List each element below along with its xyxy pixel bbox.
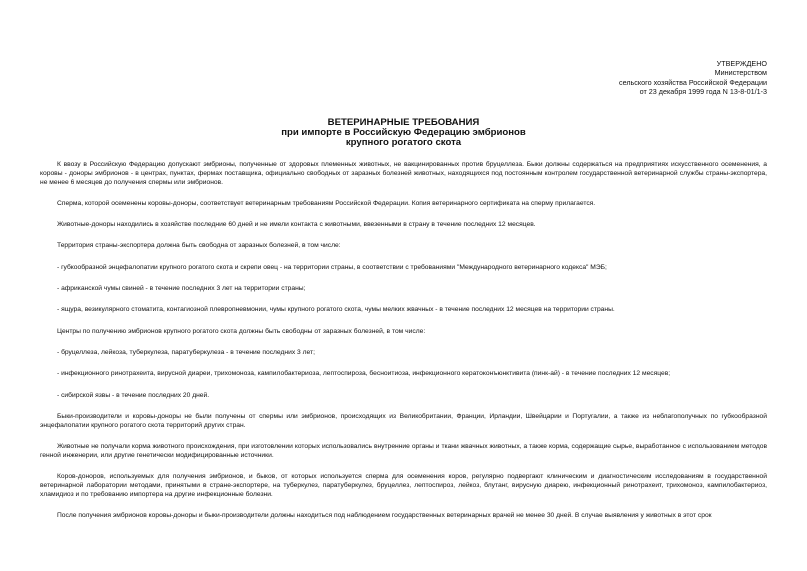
title-main: ВЕТЕРИНАРНЫЕ ТРЕБОВАНИЯ bbox=[327, 117, 480, 128]
paragraph: К ввозу в Российскую Федерацию допускают эмбрионы, полученные от здоровых племенных животных, не вакцинированных против бруцеллеза. Быки должны содержаться на предприятиях искусственного осеменения, а коровы - доноры эмбрионов - в центрах, пунктах, фермах поставщика, официально свободных от заразных болезней животных, находящихся под постоянным контролем государственной ветеринарной службы страны-экспортера, не менее 6 месяцев до получения спермы или эмбрионов. bbox=[40, 161, 767, 186]
paragraph: Быки-производители и коровы-доноры не были получены от спермы или эмбрионов, происходящих из Великобритании, Франции, Ирландии, Швейцарии и Португалии, а также из неблагополучных по губкообразной энцефалопатии крупного рогатого скота территорий других стран. bbox=[40, 412, 767, 429]
paragraph: Центры по получению эмбрионов крупного рогатого скота должны быть свободны от заразных болезней, в том числе: bbox=[57, 327, 426, 335]
paragraph: Животные не получали корма животного происхождения, при изготовлении которых использовались внутренние органы и ткани жвачных животных, а также корма, содержащие сырье, выработанное с использованием методов генной инженерии, или другие генетически модифицированные источники. bbox=[40, 442, 767, 459]
paragraph: Коров-доноров, используемых для получения эмбрионов, и быков, от которых используется сперма для осеменения коров, регулярно подвергают клиническим и диагностическим исследованиям в государственной ветеринарной лаборатории методами, принятыми в стране-экспортере, на туберкулез, паратуберкулез, бруцеллез, лептоспироз, лейкоз, блутанг, вирусную диарею, инфекционный ринотрахеит, трихомоноз, кампилобактериоз, хламидиоз и по требованию импортера на другие инфекционные болезни. bbox=[40, 473, 767, 498]
list-item: - бруцеллеза, лейкоза, туберкулеза, паратуберкулеза - в течение последних 3 лет; bbox=[57, 348, 315, 356]
paragraph: Территория страны-экспортера должна быть свободна от заразных болезней, в том числе: bbox=[57, 242, 341, 250]
paragraph: После получения эмбрионов коровы-доноры и быки-производители должны находиться под наблюдением государственных ветеринарных врачей не менее 30 дней. В случае выявления у животных в этот срок bbox=[57, 511, 712, 519]
approval-ministry: Министерством bbox=[714, 68, 767, 78]
title-subtitle: при импорте в Российскую Федерацию эмбрионов bbox=[281, 127, 526, 138]
list-item: - губкообразной энцефалопатии крупного рогатого скота и скрепи овец - на территории страны, в соответствии с требованиями "Международного ветеринарного кодекса" МЭБ; bbox=[57, 263, 607, 271]
list-item: - африканской чумы свиней - в течение последних 3 лет на территории страны; bbox=[57, 285, 306, 293]
list-item: - инфекционного ринотрахеита, вирусной диареи, трихомоноза, кампилобактериоза, лептоспироза, бесноитиоза, инфекционного кератоконъюнктивита (пинк-ай) - в течение последних 12 месяцев; bbox=[57, 370, 671, 378]
document-title bbox=[0, 118, 807, 148]
approval-date-number: от 23 декабря 1999 года N 13-8-01/1-3 bbox=[639, 87, 767, 97]
approval-block bbox=[619, 59, 767, 97]
approval-ministry-name: сельского хозяйства Российской Федерации bbox=[619, 77, 767, 87]
approval-heading: УТВЕРЖДЕНО bbox=[716, 59, 767, 68]
paragraph: Сперма, которой осеменены коровы-доноры, соответствует ветеринарным требованиям Российской Федерации. Копия ветеринарного сертификата на сперму прилагается. bbox=[57, 199, 596, 207]
document-body bbox=[40, 161, 767, 533]
list-item: - сибирской язвы - в течение последних 20 дней. bbox=[57, 391, 210, 399]
title-subject: крупного рогатого скота bbox=[345, 137, 462, 148]
list-item: - ящура, везикулярного стоматита, контагиозной плевропневмонии, чумы крупного рогатого скота, чумы мелких жвачных - в течение последних 12 месяцев на территории страны. bbox=[57, 306, 615, 314]
paragraph: Животные-доноры находились в хозяйстве последние 60 дней и не имели контакта с животными, ввезенными в страну в течение последних 12 месяцев. bbox=[57, 221, 536, 229]
